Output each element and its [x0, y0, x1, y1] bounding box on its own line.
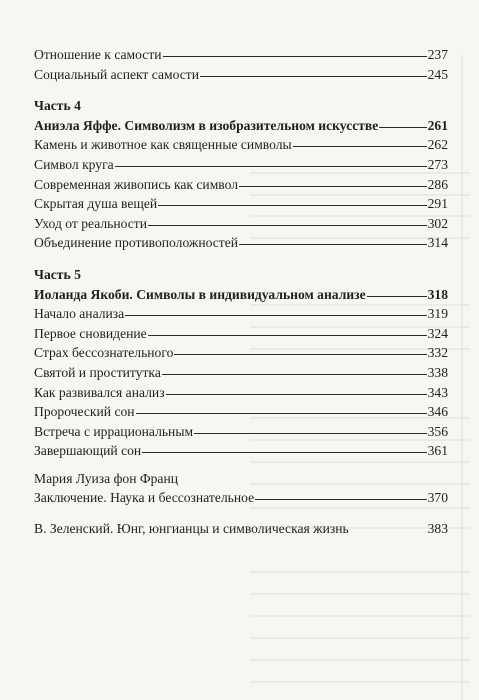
toc-page-number: 302 — [427, 215, 448, 231]
leader-line — [255, 499, 427, 500]
toc-entry-title: Аниэла Яффе. Символизм в изобразительном искусстве — [34, 117, 379, 133]
toc-entry — [34, 343, 448, 363]
toc-author-line — [34, 469, 448, 489]
leader-line — [136, 413, 427, 414]
toc-page-number: 262 — [427, 137, 448, 153]
toc-page-number: 343 — [427, 384, 448, 400]
toc-page-number: 291 — [427, 196, 448, 212]
toc-entry — [34, 175, 448, 195]
toc-page-number: 245 — [427, 66, 448, 82]
toc-chapter-entry — [34, 116, 448, 136]
toc-entry-title: Камень и животное как священные символы — [34, 137, 292, 153]
leader-line — [162, 374, 427, 375]
toc-entry — [34, 214, 448, 234]
toc-entry-title: Скрытая душа вещей — [34, 196, 158, 212]
leader-line — [142, 452, 426, 453]
toc-entry-title: Первое сновидение — [34, 325, 147, 341]
toc-entry-title: Страх бессознательного — [34, 345, 174, 361]
toc-entry-title: Отношение к самости — [34, 47, 162, 62]
toc-page-number: 361 — [427, 443, 448, 459]
toc-entry — [34, 304, 448, 324]
toc-entry-title: Символ круга — [34, 156, 114, 172]
toc-entry-title: Начало анализа — [34, 306, 125, 322]
leader-line — [148, 225, 427, 226]
toc-entry-title: Встреча с иррациональным — [34, 423, 194, 439]
toc-entry-title: Уход от реальности — [34, 215, 148, 231]
toc-entry — [34, 324, 448, 344]
toc-entry-title: Современная живопись как символ — [34, 176, 239, 192]
toc-entry — [34, 233, 448, 253]
toc-entry — [34, 155, 448, 175]
leader-line — [239, 244, 427, 245]
toc-page-number: 319 — [427, 306, 448, 322]
leader-line — [194, 433, 427, 434]
toc-entry — [34, 441, 448, 461]
toc-page-number: 314 — [427, 235, 448, 251]
toc-entry-title: Иоланда Якоби. Символы в индивидуальном анализе — [34, 286, 366, 302]
leader-line — [293, 146, 427, 147]
toc-entry-title: Объединение противоположностей — [34, 235, 239, 251]
toc-entry — [34, 488, 448, 508]
toc-page-number: 237 — [427, 47, 448, 62]
toc-page-number: 324 — [427, 325, 448, 341]
leader-line — [379, 127, 426, 128]
toc-page-number: 370 — [427, 490, 448, 506]
section-spacer — [34, 508, 448, 519]
leader-line — [115, 166, 427, 167]
toc-page-number: 286 — [427, 176, 448, 192]
section-spacer — [34, 253, 448, 265]
leader-line — [174, 354, 426, 355]
leader-line — [200, 76, 427, 77]
toc-entry-title: Как развивался анализ — [34, 384, 165, 400]
toc-page-number: 261 — [427, 117, 448, 133]
toc-entry-title: Мария Луиза фон Франц — [34, 470, 178, 486]
toc-chapter-entry — [34, 285, 448, 305]
leader-line — [367, 296, 427, 297]
toc-entry — [34, 383, 448, 403]
toc-entry-title: В. Зеленский. Юнг, юнгианцы и символическая жизнь — [34, 521, 349, 537]
toc-page-number: 356 — [427, 423, 448, 439]
toc-page-number: 383 — [427, 521, 448, 537]
toc-entry — [34, 65, 448, 85]
part-heading: Часть 4 — [34, 98, 81, 114]
toc-entry-title: Пророческий сон — [34, 404, 135, 420]
leader-line — [239, 186, 427, 187]
section-spacer — [34, 84, 448, 96]
leader-line — [158, 205, 426, 206]
toc-entry — [34, 45, 448, 65]
toc-entry — [34, 402, 448, 422]
toc-entry — [34, 363, 448, 383]
toc-entry — [34, 422, 448, 442]
section-spacer — [34, 461, 448, 469]
toc-page-number: 338 — [427, 364, 448, 380]
leader-line — [125, 315, 426, 316]
toc-page-number: 332 — [427, 345, 448, 361]
leader-line — [148, 335, 427, 336]
toc-entry — [34, 194, 448, 214]
toc-entry-title: Заключение. Наука и бессознательное — [34, 490, 255, 506]
leader-line — [166, 394, 427, 395]
toc-entry-title: Завершающий сон — [34, 443, 142, 459]
toc-entry — [34, 519, 448, 539]
part-heading: Часть 5 — [34, 266, 81, 282]
table-of-contents — [34, 45, 448, 539]
leader-line — [163, 56, 427, 57]
toc-entry — [34, 135, 448, 155]
toc-page-number: 273 — [427, 156, 448, 172]
toc-entry-title: Святой и проститутка — [34, 364, 161, 380]
toc-page-number: 346 — [427, 404, 448, 420]
toc-entry-title: Социальный аспект самости — [34, 66, 199, 82]
toc-page-number: 318 — [427, 286, 448, 302]
